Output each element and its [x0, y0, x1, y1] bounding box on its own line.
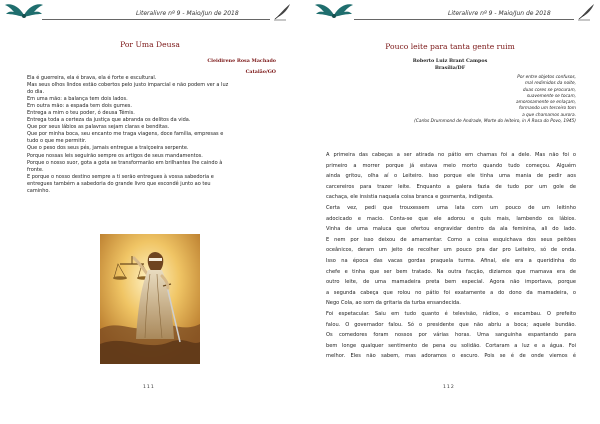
poem-line: Que por seus lábios as palavras sejam claras e benditas.	[27, 124, 170, 131]
story-location: Brasília/DF	[434, 65, 466, 71]
body-line: a segunda cabeça que rolou no pátio foi exatamente a do dono da mamadeira, o	[326, 289, 576, 296]
poem-location: Catalão/GO	[245, 69, 276, 75]
epigraph-line: a que chamamos aurora.	[522, 112, 576, 118]
body-line: oceânicos, deram um jeito de recolher um pouco pra dar pro Leiteiro, só de onda.	[326, 247, 576, 254]
poem-title: Por Uma Deusa	[120, 40, 180, 49]
story-title: Pouco leite para tanta gente ruim	[385, 42, 515, 51]
epigraph-line: duas cores se procuram,	[522, 87, 576, 93]
body-line: chefe e tinha que ser bem tratado. Na outra facção, diziamos que mamava era de	[326, 268, 576, 275]
poem-line: do dia.	[27, 89, 45, 96]
body-line: Vinha de uma maluca que ofertou engravidar dentro da ala feminina, ali do lado.	[326, 226, 576, 233]
poem-line: Em uma mão: a balança tem dois lados.	[27, 96, 128, 103]
poem-line: Em outra mão: a espada tem dois gumes.	[27, 103, 132, 110]
page-number: 112	[443, 385, 455, 390]
poem-line: Mas seus olhos lindos estão cobertos pelo justo imparcial e não podem ver a luz	[27, 82, 229, 89]
body-line: adocicado e macio. Conta-se que ele adorou e quis mais, lambendo os lábios.	[326, 215, 576, 222]
page-number: 111	[143, 385, 155, 390]
epigraph-line: formando um terceiro tom	[518, 106, 576, 112]
winged-emblem-icon	[4, 1, 44, 25]
story-body	[326, 150, 576, 362]
page-header	[300, 0, 600, 26]
header-rule	[354, 19, 574, 20]
body-line: cachaça, ele insistia naquela coisa branca e gosmenta, indigesta.	[326, 194, 494, 201]
quill-icon	[272, 2, 292, 22]
poem-line: caminho.	[27, 187, 50, 194]
body-line: Nego Cola, ao som da gritaria da turba ensandecida.	[326, 300, 461, 307]
body-line: Isso na época das vacas gordas praquela turma. Afinal, ele era a queridinha do	[326, 257, 576, 264]
body-line: melhor. Eles não sabem, mas adoramos o escuro. Pois se é de onde viemos é	[326, 353, 576, 360]
body-line: ainda gritou, olha aí o Leiteiro. Isso porque ele tinha uma mania de pedir aos	[326, 173, 576, 180]
lady-justice-illustration	[100, 234, 200, 364]
epigraph-line: amorosamente se enlaçam,	[516, 100, 576, 106]
epigraph-line: mal redimidos da noite,	[524, 81, 576, 87]
body-line: outro leite, de uma mamadeira preta bem especial. Agora não importava, porque	[326, 279, 576, 286]
body-line: Foi espetacular. Saiu em tudo quanto é televisão, rádios, o escambau. O prefeito	[326, 310, 576, 317]
poem-line: E porque o nosso destino sempre a ti serão entregues à vossa sabedoria e	[27, 173, 214, 180]
winged-emblem-icon	[314, 1, 354, 25]
story-author: Roberto Luiz Brant Campos	[412, 58, 488, 64]
body-line: A primeira das cabeças a ser atirada no pátio em chamas foi a dele. Mas não foi o	[326, 152, 576, 158]
quill-icon	[576, 2, 596, 22]
poem-text	[27, 75, 275, 195]
poem-line: tudo o que me permitir.	[27, 138, 87, 145]
poem-line: Entrega toda a certeza da justiça que abranda os delitos da vida.	[27, 117, 191, 124]
poem-line: Porque nossas leis seguirão sempre os artigos de seus mandamentos.	[27, 152, 203, 159]
epigraph-line: suavemente se tocam,	[526, 93, 576, 99]
body-line: bem longe qualquer sentimento de pena ou solidão. Cortaram a luz e a água. Foi	[326, 342, 576, 349]
story-author-block	[320, 58, 580, 72]
epigraph-line: Por entre objetos confusos,	[517, 75, 576, 80]
epigraph	[346, 75, 576, 125]
body-line: E nem por isso deixou de amamentar. Como a coisa esquichava dos seus peitões	[326, 236, 576, 243]
body-line: carcereiros para trazer leite. Enquanto a galera fazia de tudo por um gole de	[326, 183, 576, 190]
poem-line: Ela é guerreira, ela é brava, ela é forte e escultural.	[27, 75, 157, 81]
body-line: Certa vez, pedi que trouxessem uma lata com um pouco de um leitinho	[326, 204, 576, 211]
body-line: primeiro a morrer porque já estava meio morto quando tudo começou. Alguém	[326, 162, 576, 169]
epigraph-citation: (Carlos Drummond de Andrade, Morte do leiteiro, in A Rosa do Povo, 1945)	[414, 119, 576, 125]
body-line: falou. O governador falou. Só o presidente que não abriu a boca; aquele bundão.	[326, 321, 576, 328]
header-issue-text: Literalivre nº 9 - Maio/Jun de 2018	[448, 10, 551, 17]
poem-line: Entrega a mim o teu poder, ó deusa Têmis.	[27, 110, 135, 117]
poem-line: fronte.	[27, 166, 44, 173]
poem-line: Porque o nosso suor, gota a gota se transformarão em brilhantes lhe caindo à	[27, 159, 223, 166]
right-page	[300, 0, 600, 424]
poem-author: Cleidirene Rosa Machado	[207, 58, 276, 64]
header-rule	[42, 19, 270, 20]
body-line: Os comedores foram nossos por várias horas. Uma sanguinha espantando para	[326, 332, 576, 339]
page-header	[0, 0, 300, 26]
header-issue-text: Literalivre nº 9 - Maio/Jun de 2018	[136, 10, 239, 17]
poem-line: Que o peso dos seus pés, jamais entregue a traiçoeira serpente.	[27, 145, 189, 152]
poem-line: Que por minha boca, seu encanto me traga viagens, doce família, empresas e	[27, 131, 224, 138]
poem-line: entregues também a sabedoria do grande livro que escondê junto ao teu	[27, 180, 211, 187]
